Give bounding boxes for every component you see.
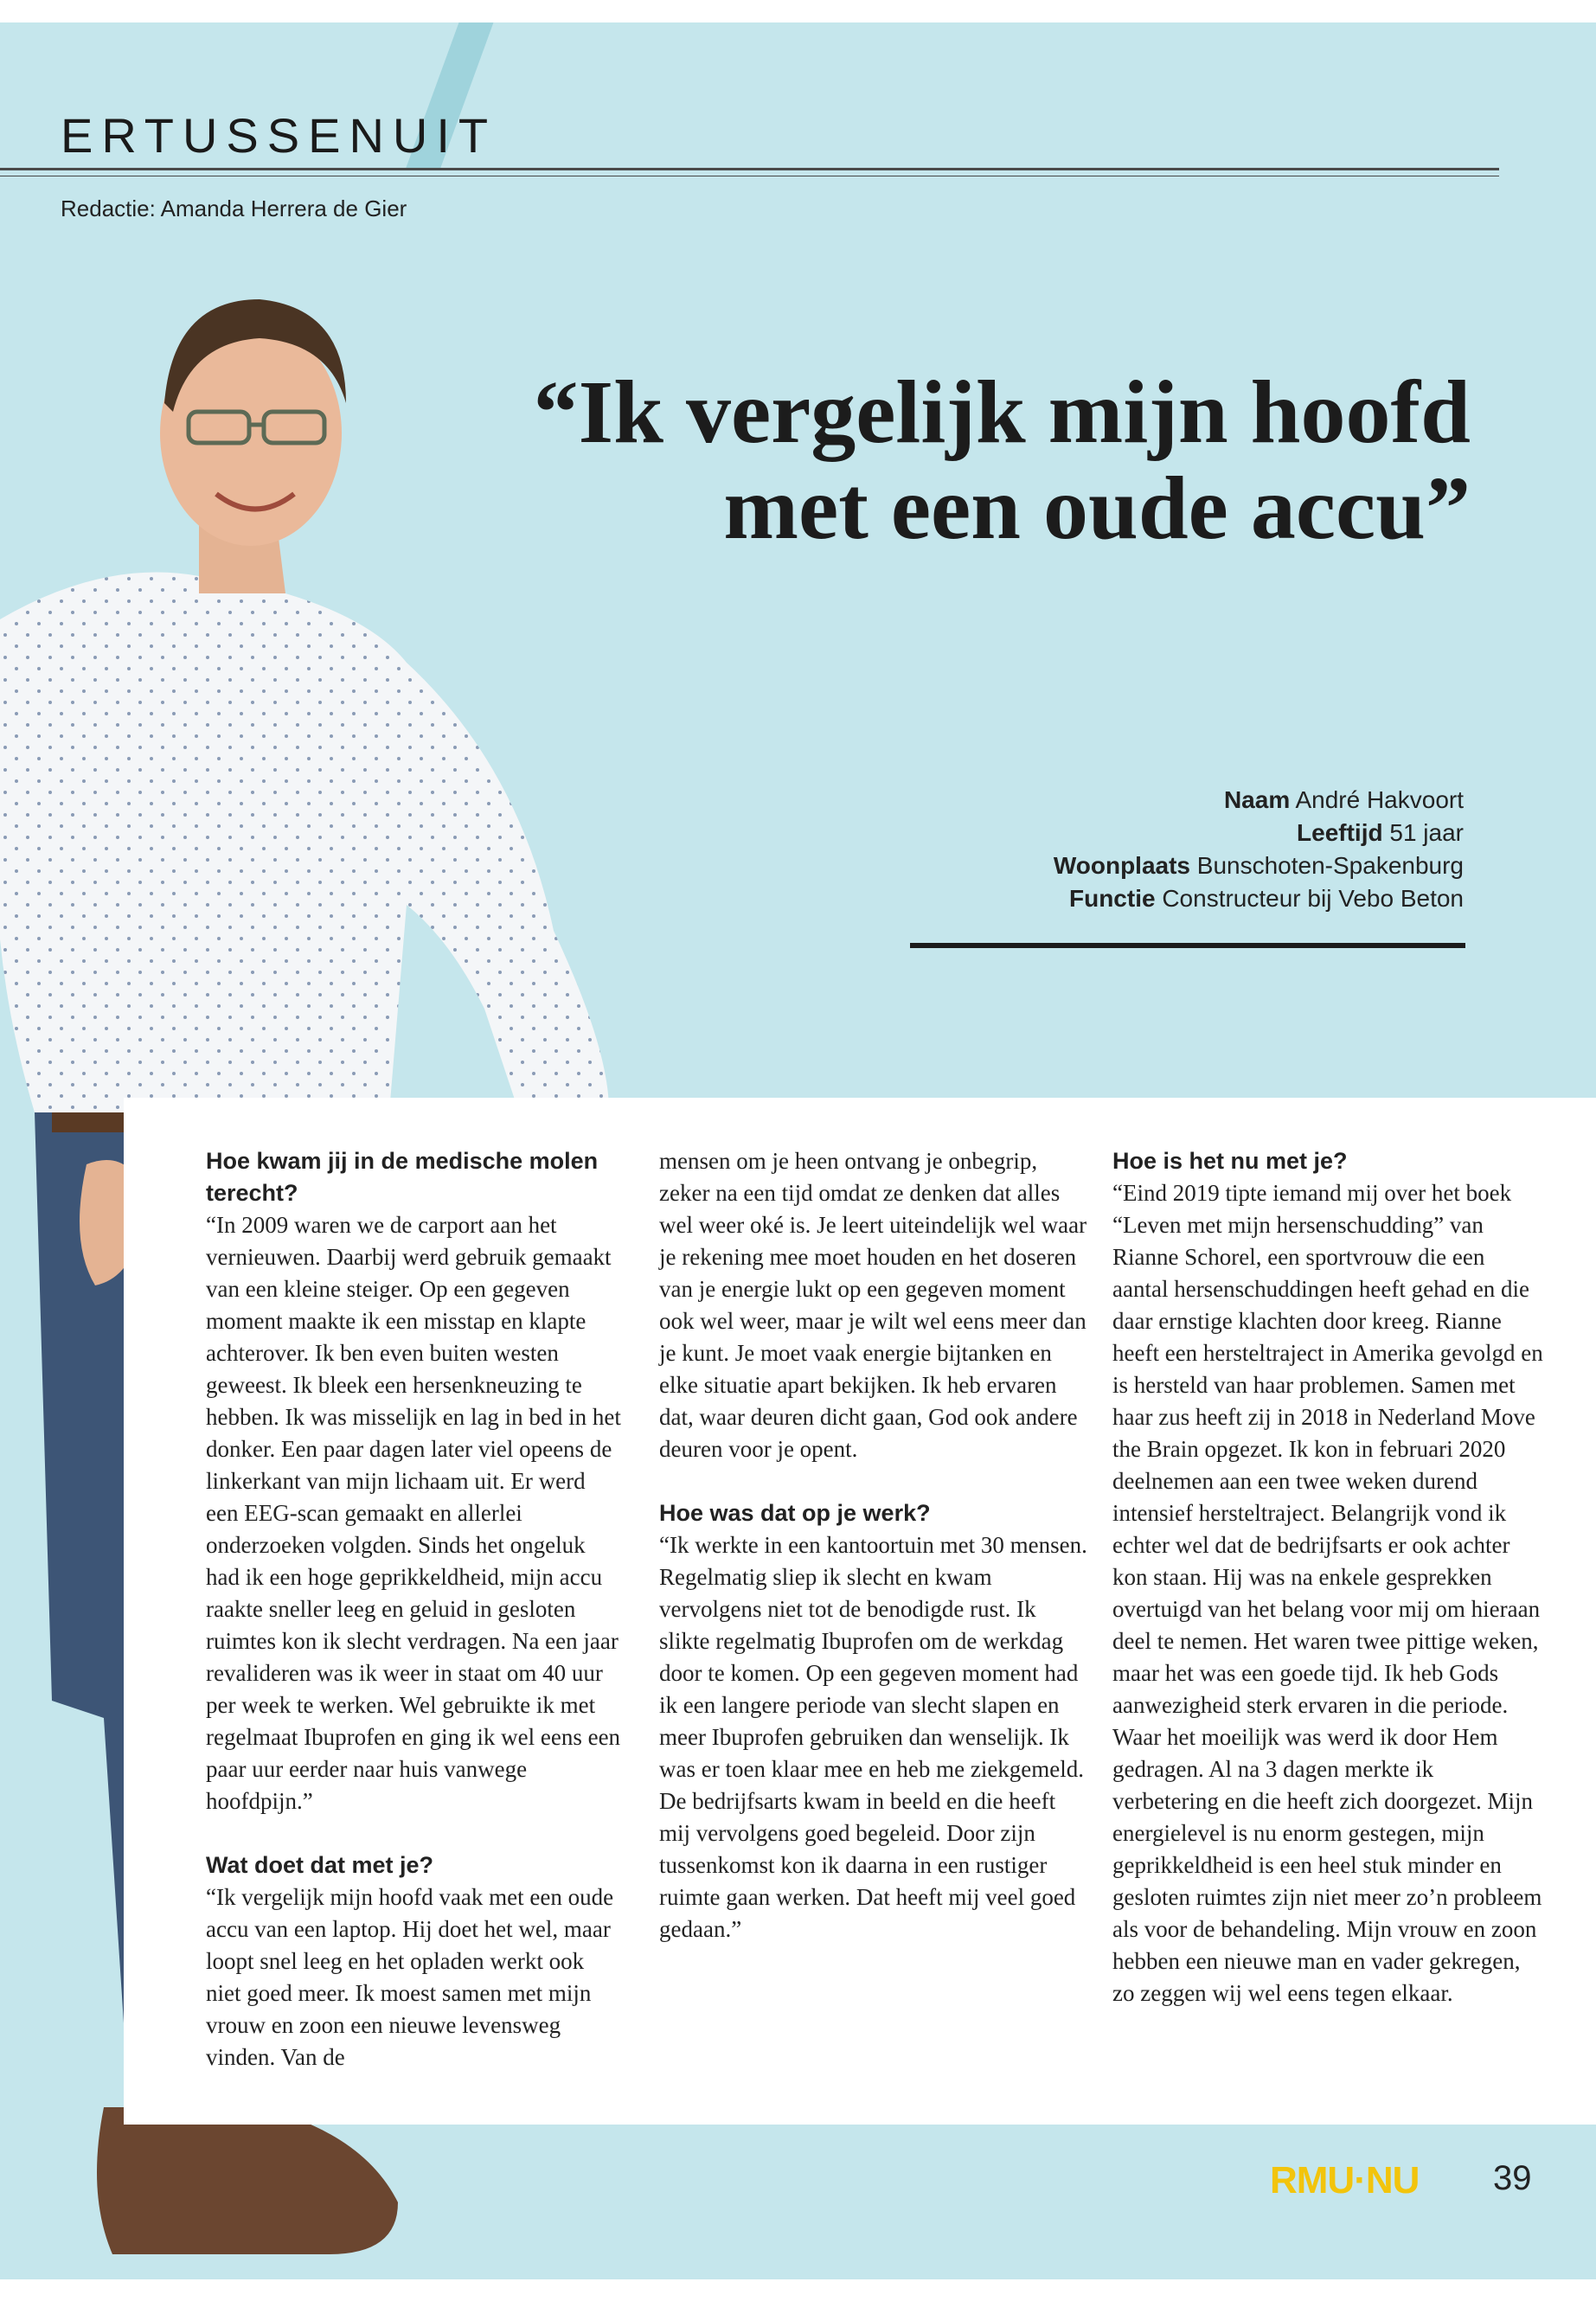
fact-name: Naam André Hakvoort: [1223, 786, 1464, 813]
header-rule: [0, 168, 1499, 170]
magazine-page: [0, 22, 1596, 2279]
answer-text: “Eind 2019 tipte iemand mij over het boek “Leven met mijn hersenschudding” van Rianne Schorel, een sportvrouw die een aantal hersenschuddingen heeft gehad en die daar ernstige klachten door kreeg. Rianne heeft een hersteltraject in Amerika gevolgd en is hersteld van haar problemen. Samen met haar zus heeft zij in 2018 in Nederland Move the Brain opgezet. Ik kon in februari 2020 deelnemen aan een twee weken durend intensief hersteltraject. Belangrijk vond ik echter wel dat de bedrijfsarts er ook achter kon staan. Hij was na enkele gesprekken overtuigd van het belang voor mij om hieraan deel te nemen. Het waren twee pittige weken, maar het was een goede tijd. Ik heb Gods aanwezigheid sterk ervaren in die periode. Waar het moeilijk was werd ik door Hem gedragen. Al na 3 dagen merkte ik verbetering en die heeft zich doorgezet. Mijn energielevel is nu enorm gestegen, mijn geprikkeldheid is een heel stuk minder en gesloten ruimtes zijn niet meer zo’n probleem als voor de behandeling. Mijn vrouw en zoon hebben een nieuwe man en vader gekregen, zo zeggen wij wel eens tegen elkaar.: [1112, 1180, 1543, 2006]
headline-line-1: “Ik vergelijk mijn hoofd: [533, 362, 1471, 462]
article-column-2: [659, 1145, 1092, 1945]
fact-age: Leeftijd 51 jaar: [1297, 819, 1464, 846]
facts-rule: [910, 943, 1465, 948]
answer-text: mensen om je heen ontvang je onbegrip, zeker na een tijd omdat ze denken dat alles wel weer oké is. Je leert uiteindelijk wel waar je rekening mee moet houden en het doseren van je energie lukt op een gegeven moment ook wel weer, maar je wilt wel eens meer dan je kunt. Je moet vaak energie bijtanken en elke situatie apart bekijken. Ik heb ervaren dat, waar deuren dicht gaan, God ook andere deuren voor je opent.: [659, 1148, 1087, 1462]
question-heading: Hoe is het nu met je?: [1112, 1148, 1348, 1174]
question-heading: Hoe kwam jij in de medische molen terecht?: [206, 1148, 599, 1206]
headline-line-2: met een oude accu”: [723, 458, 1471, 559]
editor-credit: Redactie: Amanda Herrera de Gier: [61, 195, 407, 221]
article-column-3: [1112, 1145, 1545, 2009]
question-heading: Hoe was dat op je werk?: [659, 1500, 931, 1526]
rmu-nu-logo: RMU·NU: [1270, 2159, 1420, 2202]
headline: [433, 364, 1471, 557]
section-label: ERTUSSENUIT: [61, 108, 497, 163]
question-heading: Wat doet dat met je?: [206, 1852, 434, 1878]
page-number: 39: [1493, 2159, 1532, 2197]
article-column-1: [206, 1145, 621, 2073]
answer-text: “Ik vergelijk mijn hoofd vaak met een oude accu van een laptop. Hij doet het wel, maar loopt snel leeg en het opladen werkt ook niet goed meer. Ik moest samen met mijn vrouw en zoon een nieuwe levensweg vinden. Van de: [206, 1884, 614, 2070]
answer-text: “In 2009 waren we de carport aan het vernieuwen. Daarbij werd gebruik gemaakt van een kleine steiger. Op een gegeven moment maakte ik een misstap en klapte achterover. Ik ben even buiten westen geweest. Ik bleek een hersenkneuzing te hebben. Ik was misselijk en lag in bed in het donker. Een paar dagen later viel opeens de linkerkant van mijn lichaam uit. Er werd een EEG-scan gemaakt en allerlei onderzoeken volgden. Sinds het ongeluk had ik een hoge geprikkeldheid, mijn accu raakte sneller leeg en geluid in gesloten ruimtes kon ik slecht verdragen. Na een jaar revalideren was ik weer in staat om 40 uur per week te werken. Wel gebruikte ik met regelmaat Ibuprofen en ging ik wel eens een paar uur eerder naar huis vanwege hoofdpijn.”: [206, 1212, 621, 1814]
profile-facts: [1054, 784, 1464, 915]
fact-residence: Woonplaats Bunschoten-Spakenburg: [1053, 852, 1464, 879]
fact-function: Functie Constructeur bij Vebo Beton: [1068, 885, 1464, 912]
answer-text: “Ik werkte in een kantoortuin met 30 mensen. Regelmatig sliep ik slecht en kwam vervolgens niet tot de benodigde rust. Ik slikte regelmatig Ibuprofen om de werkdag door te komen. Op een gegeven moment had ik een langere periode van slecht slapen en meer Ibuprofen gebruiken dan wenselijk. Ik was er toen klaar mee en heb me ziekgemeld. De bedrijfsarts kwam in beeld en die heeft mij vervolgens goed begeleid. Door zijn tussenkomst kon ik daarna in een rustiger ruimte gaan werken. Dat heeft mij veel goed gedaan.”: [659, 1532, 1087, 1942]
